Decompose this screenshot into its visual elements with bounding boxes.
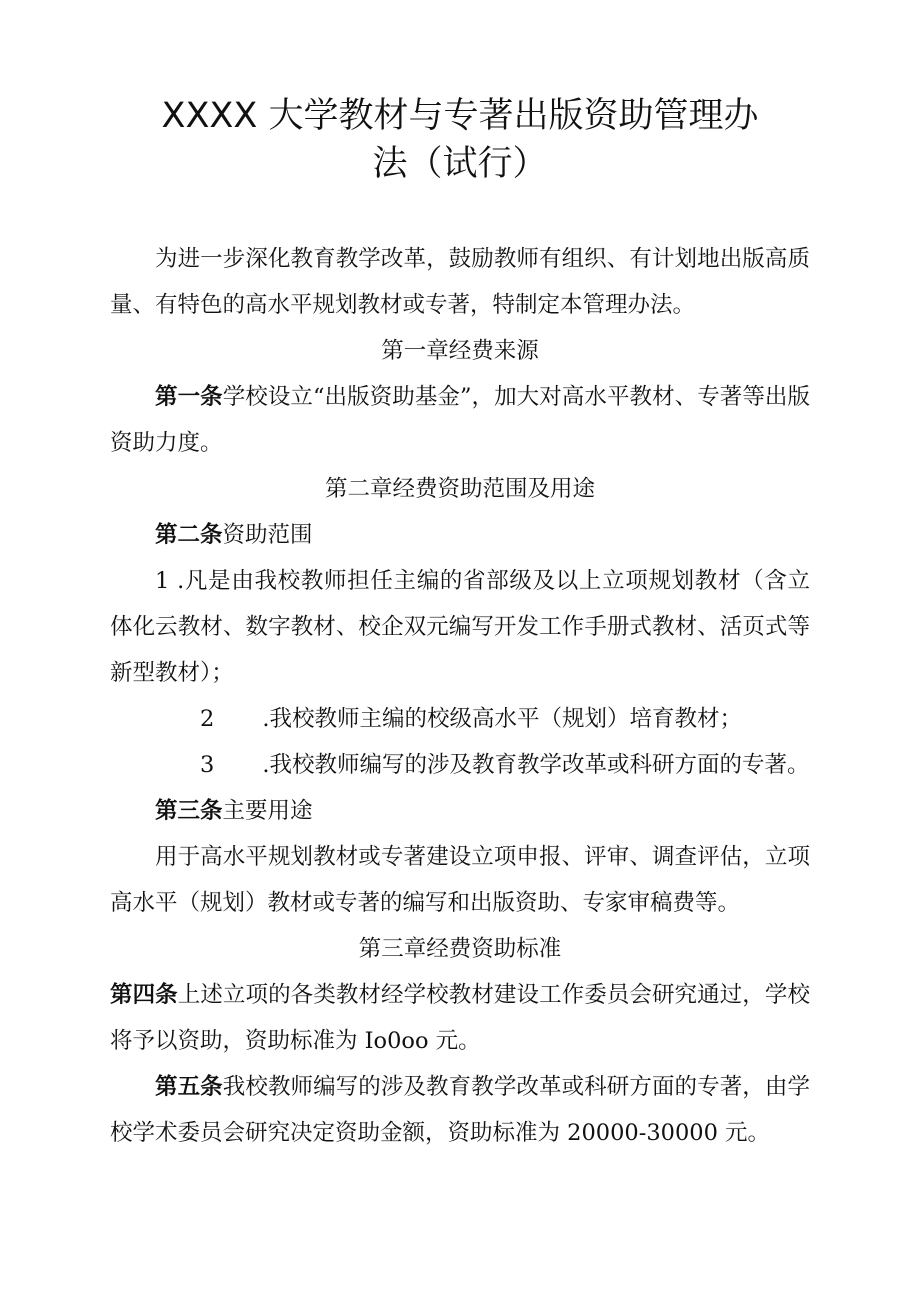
list-item-1: 1 .凡是由我校教师担任主编的省部级及以上立项规划教材（含立体化云教材、数字教材、校企双元编写开发工作手册式教材、活页式等新型教材）； — [110, 568, 810, 686]
list-item-2-text: .我校教师主编的校级高水平（规划）培育教材； — [262, 706, 742, 732]
article-3-label: 第三条 — [155, 798, 223, 824]
article-2-label: 第二条 — [155, 522, 223, 548]
doc-title-line-2: 法（试行） — [372, 144, 548, 184]
article-4-text: 上述立项的各类教材经学校教材建设工作委员会研究通过，学校将予以资助，资助标准为 Io0oo 元。 — [110, 982, 810, 1054]
list-item-3-number: 3 — [200, 752, 215, 778]
list-item-3-text: .我校教师编写的涉及教育教学改革或科研方面的专著。 — [262, 752, 810, 778]
article-5-text: 我校教师编写的涉及教育教学改革或科研方面的专著，由学校学术委员会研究决定资助金额，资助标准为 20000-30000 元。 — [110, 1074, 810, 1146]
article-3-text: 主要用途 — [222, 798, 313, 824]
list-item-2 — [110, 696, 810, 742]
article-4-label: 第四条 — [110, 982, 178, 1008]
article-2-text: 资助范围 — [222, 522, 313, 548]
chapter-2-heading: 第二章经费资助范围及用途 — [324, 476, 595, 502]
article-4-paragraph — [110, 972, 810, 1064]
article-5-label: 第五条 — [155, 1074, 223, 1100]
chapter-1-heading: 第一章经费来源 — [381, 338, 539, 364]
intro-paragraph: 为进一步深化教育教学改革，鼓励教师有组织、有计划地出版高质量、有特色的高水平规划教材或专著，特制定本管理办法。 — [110, 246, 810, 318]
doc-title-line-1: XXXX 大学教材与专著出版资助管理办 — [161, 96, 759, 136]
list-item-3 — [110, 742, 810, 788]
chapter-3-heading: 第三章经费资助标准 — [358, 936, 562, 962]
list-item-2-number: 2 — [200, 706, 215, 732]
article-5-paragraph — [110, 1064, 810, 1156]
usage-paragraph: 用于高水平规划教材或专著建设立项申报、评审、调查评估，立项高水平（规划）教材或专著的编写和出版资助、专家审稿费等。 — [110, 844, 810, 916]
article-2-paragraph — [110, 512, 810, 558]
article-3-paragraph — [110, 788, 810, 834]
article-1-label: 第一条 — [155, 384, 223, 410]
article-1-text: 学校设立“出版资助基金”，加大对高水平教材、专著等出版资助力度。 — [110, 384, 810, 456]
article-1-paragraph — [110, 374, 810, 466]
